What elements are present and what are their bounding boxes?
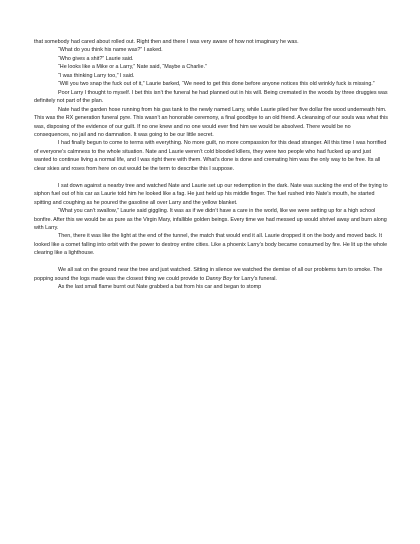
paragraph-6: “Will you two snap the fuck out of it,” Laurie barked, “We need to get this done before anyone notices this old wrinkly fuck is missing.” <box>58 81 375 88</box>
paragraph-1: that somebody had cared about rolled out. Right then and there I was very aware of how not imaginary he was. <box>34 39 299 45</box>
paragraph-13-text-after: for Larry’s funeral. <box>232 275 277 282</box>
paragraph-10: I sat down against a nearby tree and watched Nate and Laurie set up our redemption in the dark. Nate was sucking the end of the trying to siphon fuel out of his car as Laurie told him he looked like a fag. He just held up his middle finger. The fuel rushed into Nate’s mouth, he started spitting and coughing as he poured the gasoline all over Larry and the yellow blanket. <box>34 182 388 206</box>
paragraph-12: Then, there it was like the light at the end of the tunnel, the match that would end it all. Laurie dropped it on the body and moved back. It looked like a comet falling into orbit with the power to destroy entire cities. Like a phoenix Larry’s body became consumed by fire. He lit up the whole clearing like a lighthouse. <box>34 233 388 257</box>
paragraph-8: Nate had the garden hose running from his gas tank to the newly named Larry, while Laurie piled her five dollar fire wood underneath him. This was the RX generation funeral pyre. This wasn’t an honorable ceremony, a final goodbye to an old friend. A cleansing of our souls was what this was, disposing of the evidence of our guilt. If no one knew and no one would ever find him we would be absolved. There would be no consequences, no jail and no damnation. It was going to be our little secret. <box>34 106 388 138</box>
paragraph-9: I had finally begun to come to terms with everything. No more guilt, no more compassion for this dead stranger. All this time I was horrified of everyone’s calmness to the whole situation. Nate and Laurie weren’t cold blooded killers, they were two people who had fucked up and just wanted to continue living a normal life, and I was right there with them. What’s done is done and cremating him was the only way to be free. Its all clear skies and roses from here on out would be the term to describe this I suppose. <box>34 140 387 172</box>
paragraph-3: “Who gives a shit?” Laurie said. <box>58 55 134 62</box>
paragraph-11: “What you can’t swallow,” Laurie said giggling. It was as if we didn’t have a care in the world, like we were setting up for a high school bonfire. After this we would be as pure as the Virgin Mary, infallible golden beings. Every time we had messed up would shrivel away and burn along with Larry. <box>34 208 387 231</box>
paragraph-13-text-before: We all sat on the ground near the tree and just watched. Sitting in silence we watched the demise of all our problems turn to smoke. The popping sound the logs made was the closest thing we could provide to <box>34 267 383 282</box>
paragraph-14: As the last small flame burnt out Nate grabbed a bat from his car and began to stomp <box>58 284 262 291</box>
paragraph-2: “What do you think his name was?” I asked. <box>58 47 163 54</box>
paragraph-5: “I was thinking Larry too,” I said. <box>58 72 135 79</box>
paragraph-4: “He looks like a Mike or a Larry,” Nate said, “Maybe a Charlie.” <box>58 64 207 71</box>
document-page <box>34 38 388 544</box>
paragraph-7: Poor Larry I thought to myself. I bet this isn’t the funeral he had planned out in his will. Being cremated in the woods by three druggies was definitely not part of the plan. <box>34 89 388 105</box>
paragraph-13 <box>34 266 388 283</box>
paragraph-13-song-title: Danny Boy <box>205 275 233 282</box>
